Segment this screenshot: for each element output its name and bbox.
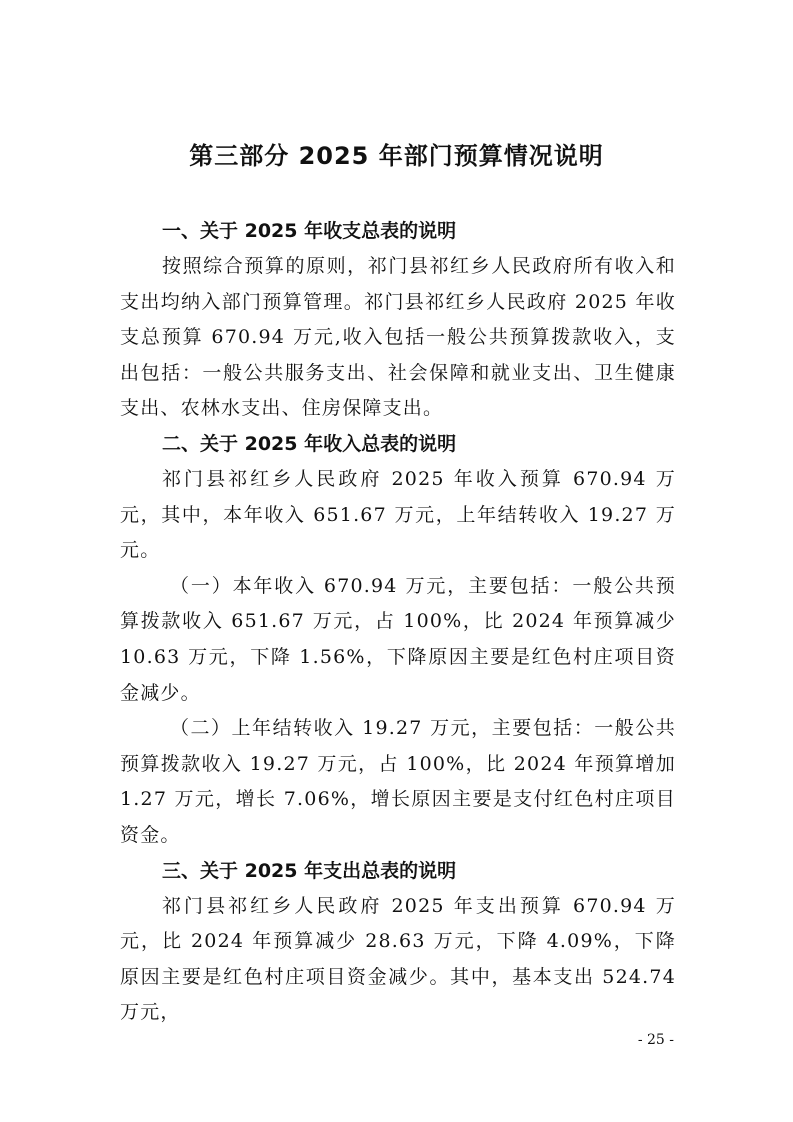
section-heading-1: 一、关于 2025 年收支总表的说明 xyxy=(162,220,457,242)
page-title: 第三部分 2025 年部门预算情况说明 xyxy=(189,142,604,170)
section-heading-2: 二、关于 2025 年收入总表的说明 xyxy=(162,432,457,455)
paragraph-2-2: （一）本年收入 670.94 万元，主要包括：一般公共预算拨款收入 651.67 万元，占 100%，比 2024 年预算减少 10.63 万元，下降 1.56%，下降原因主要是红色村庄项目资金减少。 xyxy=(120,574,676,704)
paragraph-2-1: 祁门县祁红乡人民政府 2025 年收入预算 670.94 万元，其中，本年收入 651.67 万元，上年结转收入 19.27 万元。 xyxy=(120,467,676,562)
paragraph-3-1: 祁门县祁红乡人民政府 2025 年支出预算 670.94 万元，比 2024 年预算减少 28.63 万元，下降 4.09%，下降原因主要是红色村庄项目资金减少。其中，基本支出 524.74 万元， xyxy=(120,894,676,1024)
paragraph-1-1: 按照综合预算的原则，祁门县祁红乡人民政府所有收入和支出均纳入部门预算管理。祁门县祁红乡人民政府 2025 年收支总预算 670.94 万元,收入包括一般公共预算拨款收入，支出包括：一般公共服务支出、社会保障和就业支出、卫生健康支出、农林水支出、住房保障支出。 xyxy=(120,255,676,420)
document-body xyxy=(120,214,676,1031)
section-heading-3: 三、关于 2025 年支出总表的说明 xyxy=(162,859,457,882)
page-number: - 25 - xyxy=(637,1032,674,1048)
paragraph-2-3: （二）上年结转收入 19.27 万元，主要包括：一般公共预算拨款收入 19.27 万元，占 100%，比 2024 年预算增加 1.27 万元，增长 7.06%，增长原因主要是支付红色村庄项目资金。 xyxy=(120,717,676,846)
